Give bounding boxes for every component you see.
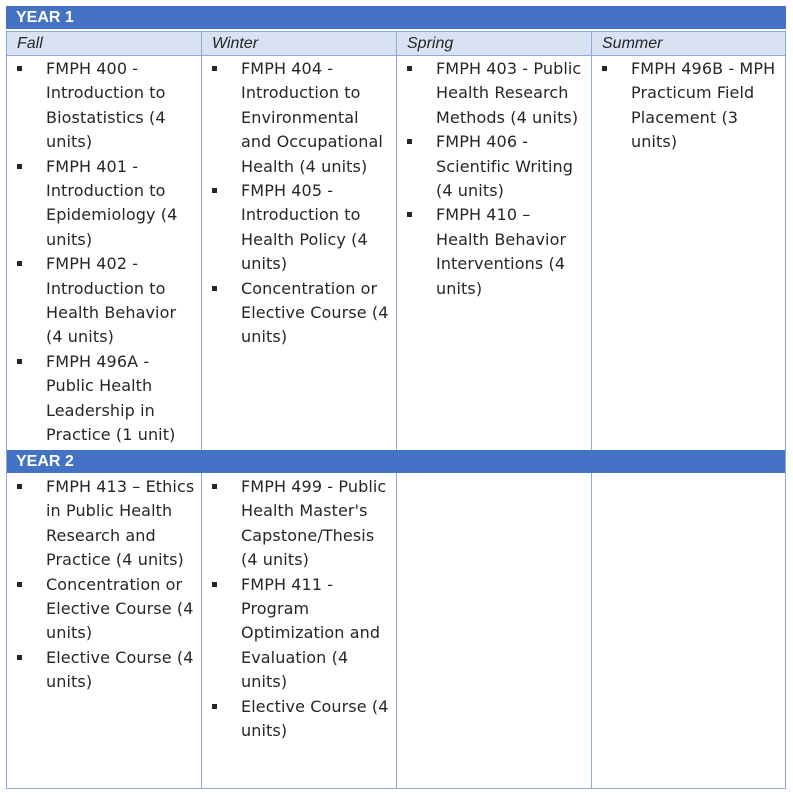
grid-line bbox=[6, 788, 786, 789]
course-list bbox=[601, 57, 782, 155]
square-bullet-icon bbox=[17, 164, 22, 169]
square-bullet-icon bbox=[212, 484, 217, 489]
course-text: FMPH 411 - Program Optimization and Evaluation (4 units) bbox=[241, 574, 381, 692]
square-bullet-icon bbox=[212, 704, 217, 709]
square-bullet-icon bbox=[17, 66, 22, 71]
course-item bbox=[211, 475, 392, 573]
course-text: Concentration or Elective Course (4 units) bbox=[241, 278, 389, 347]
course-text: Concentration or Elective Course (4 units) bbox=[46, 574, 194, 643]
course-text: FMPH 406 - Scientific Writing (4 units) bbox=[436, 132, 574, 201]
course-item bbox=[211, 179, 392, 277]
course-list bbox=[211, 57, 392, 350]
course-item bbox=[406, 130, 587, 203]
course-item bbox=[16, 57, 197, 155]
course-item bbox=[16, 646, 197, 695]
year-1-summer-cell bbox=[591, 57, 786, 155]
course-text: Elective Course (4 units) bbox=[241, 696, 389, 741]
year-2-header: YEAR 2 bbox=[6, 450, 786, 473]
course-item bbox=[406, 57, 587, 130]
grid-line bbox=[396, 31, 397, 450]
course-list bbox=[211, 475, 392, 743]
course-item bbox=[16, 155, 197, 253]
square-bullet-icon bbox=[17, 484, 22, 489]
year-2-fall-cell bbox=[6, 475, 201, 695]
square-bullet-icon bbox=[407, 66, 412, 71]
grid-line bbox=[201, 31, 202, 450]
year-1-fall-cell bbox=[6, 57, 201, 448]
course-item bbox=[601, 57, 782, 155]
course-text: FMPH 496A - Public Health Leadership in Practice (1 unit) bbox=[46, 351, 176, 445]
course-item bbox=[16, 350, 197, 448]
square-bullet-icon bbox=[212, 188, 217, 193]
course-item bbox=[211, 277, 392, 350]
course-text: FMPH 410 – Health Behavior Interventions (4 units) bbox=[436, 205, 567, 298]
course-item bbox=[211, 573, 392, 695]
square-bullet-icon bbox=[17, 359, 22, 364]
square-bullet-icon bbox=[17, 655, 22, 660]
year-1-winter-cell bbox=[201, 57, 396, 350]
square-bullet-icon bbox=[212, 286, 217, 291]
course-list bbox=[406, 57, 587, 301]
course-text: FMPH 403 - Public Health Research Methods (4 units) bbox=[436, 59, 582, 127]
curriculum-table bbox=[6, 6, 786, 789]
grid-line bbox=[396, 473, 397, 789]
course-item bbox=[406, 203, 587, 301]
grid-line bbox=[591, 473, 592, 789]
square-bullet-icon bbox=[17, 261, 22, 266]
grid-line bbox=[591, 31, 592, 450]
course-text: FMPH 402 - Introduction to Health Behavior (4 units) bbox=[46, 254, 177, 347]
year-2-winter-cell bbox=[201, 475, 396, 743]
grid-line bbox=[201, 473, 202, 789]
course-text: FMPH 413 – Ethics in Public Health Research and Practice (4 units) bbox=[46, 477, 195, 570]
season-winter: Winter bbox=[212, 35, 259, 52]
square-bullet-icon bbox=[212, 66, 217, 71]
course-item bbox=[16, 252, 197, 350]
course-text: FMPH 401 - Introduction to Epidemiology (4 units) bbox=[46, 156, 178, 249]
course-text: FMPH 404 - Introduction to Environmental and Occupational Health (4 units) bbox=[241, 59, 383, 176]
square-bullet-icon bbox=[407, 212, 412, 217]
season-summer: Summer bbox=[602, 35, 663, 52]
course-list bbox=[16, 475, 197, 695]
course-text: FMPH 400 - Introduction to Biostatistics (4 units) bbox=[46, 59, 166, 152]
square-bullet-icon bbox=[602, 66, 607, 71]
course-item bbox=[211, 695, 392, 744]
course-text: FMPH 499 - Public Health Master's Capstone/Thesis (4 units) bbox=[241, 477, 387, 570]
course-text: FMPH 405 - Introduction to Health Policy (4 units) bbox=[241, 181, 368, 274]
season-fall: Fall bbox=[17, 35, 43, 52]
square-bullet-icon bbox=[212, 582, 217, 587]
course-text: FMPH 496B - MPH Practicum Field Placement (3 units) bbox=[631, 59, 776, 152]
year-1-spring-cell bbox=[396, 57, 591, 301]
grid-line bbox=[6, 31, 7, 789]
course-item bbox=[16, 573, 197, 646]
course-item bbox=[211, 57, 392, 179]
season-spring: Spring bbox=[407, 35, 454, 52]
course-item bbox=[16, 475, 197, 573]
course-text: Elective Course (4 units) bbox=[46, 647, 194, 692]
grid-line bbox=[785, 31, 786, 789]
square-bullet-icon bbox=[17, 582, 22, 587]
course-list bbox=[16, 57, 197, 448]
year-1-header: YEAR 1 bbox=[6, 6, 786, 29]
square-bullet-icon bbox=[407, 139, 412, 144]
